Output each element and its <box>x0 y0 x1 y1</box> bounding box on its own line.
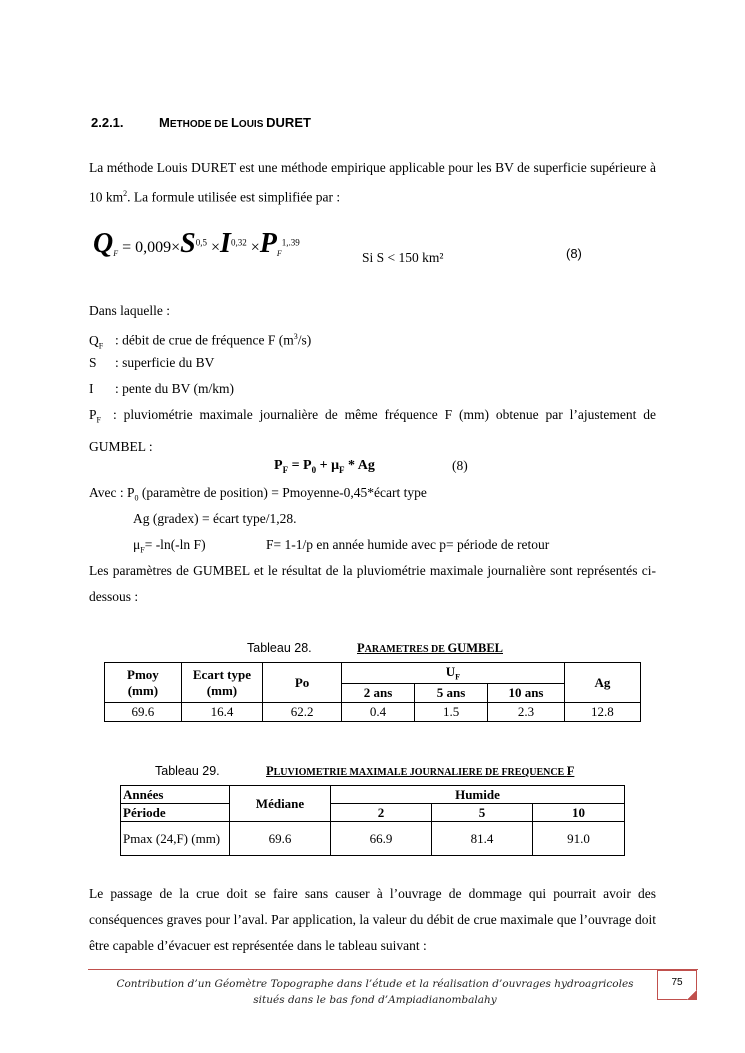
table28 <box>104 662 641 722</box>
table-cell: 81.4 <box>432 822 533 856</box>
th-humide: Humide <box>331 786 625 804</box>
gradex-line: Ag (gradex) = écart type/1,28. <box>133 511 297 526</box>
frequency-line: F= 1-1/p en année humide avec p= période de retour <box>266 537 550 552</box>
table29-caption: Tableau 29. PLUVIOMETRIE MAXIMALE JOURNALIERE DE FREQUENCE F <box>155 764 575 778</box>
mu-line: $\mu_F= -\ln(-\ln$ F) <box>133 537 206 555</box>
table-cell: 91.0 <box>533 822 625 856</box>
section-heading <box>91 115 311 130</box>
th-p10: 10 <box>533 804 625 822</box>
table28-caption: Tableau 28. PARAMETRES DE GUMBEL <box>247 641 503 655</box>
formula-number: (8) <box>566 246 582 261</box>
th-periode: Période <box>121 804 230 822</box>
table-cell: 2.3 <box>488 703 565 722</box>
th-po: Po <box>263 663 342 703</box>
definitions-intro: Dans laquelle : <box>89 303 170 318</box>
gumbel-summary: Les paramètres de GUMBEL et le résultat de la pluviométrie maximale journalière sont représentés ci-dessous : <box>89 563 656 604</box>
th-annees: Années <box>121 786 230 804</box>
table-cell: 66.9 <box>331 822 432 856</box>
gumbel-equation: $P_F = P_0 + \mu_F * Ag$ <box>274 458 375 475</box>
intro-paragraph: La méthode Louis DURET est une méthode empirique applicable pour les BV de superficie supérieure à 10 $km^2$. La formule utilisée est simplifiée par : <box>89 160 656 205</box>
table-cell: 16.4 <box>181 703 262 722</box>
formula-condition: Si S < 150 km² <box>362 250 444 265</box>
th-p5: 5 <box>432 804 533 822</box>
section-number: 2.2.1. <box>91 115 124 130</box>
th-p2: 2 <box>331 804 432 822</box>
footer-divider <box>88 969 698 970</box>
th-10ans: 10 ans <box>488 684 565 703</box>
section-title: METHODE DE LOUIS DURET <box>159 115 311 130</box>
row-label: Pmax (24,F) (mm) <box>121 822 230 856</box>
footer-text: Contribution d’un Géomètre Topographe dans l’étude et la réalisation d’ouvrages hydroagricoles situés dans le bas fond d’Ampiadianombalahy <box>116 978 634 1006</box>
gumbel-equation-number: (8) <box>452 458 468 473</box>
table-cell: 1.5 <box>415 703 488 722</box>
th-5ans: 5 ans <box>415 684 488 703</box>
page-fold-icon <box>687 990 697 1000</box>
avec-line: Avec : $P_0$ (paramètre de position) = Pmoyenne-0,45*écart type <box>89 485 427 503</box>
page-number <box>657 970 697 1000</box>
closing-paragraph: Le passage de la crue doit se faire sans causer à l’ouvrage de dommage qui pourrait avoir des conséquences graves pour l’aval. Par application, la valeur du débit de crue maximale que l’ouvrage doit être capable d’évacuer est représentée dans le tableau suivant : <box>89 886 656 953</box>
th-pmoy: Pmoy (mm) <box>105 663 182 703</box>
table-cell: 0.4 <box>342 703 415 722</box>
definition-i: I : pente du BV (m/km) <box>89 381 234 396</box>
table-cell: 12.8 <box>564 703 640 722</box>
definition-qf: $Q_F$ : débit de crue de fréquence F $(m^3/s)$ <box>89 332 312 351</box>
th-mediane: Médiane <box>230 786 331 822</box>
table-row <box>105 703 641 722</box>
table-row <box>121 822 625 856</box>
table-cell: 69.6 <box>105 703 182 722</box>
table-cell: 62.2 <box>263 703 342 722</box>
th-ecart-type: Ecart type (mm) <box>181 663 262 703</box>
definition-pf: $P_F$ : pluviométrie maximale journalière de même fréquence F (mm) obtenue par l’ajustement de GUMBEL : <box>89 407 656 454</box>
duret-formula: $Q_F = 0,009\times S^{0,5} \times I^{0,32} \times P_F^{1,.39}$ <box>93 228 300 259</box>
th-2ans: 2 ans <box>342 684 415 703</box>
th-ag: Ag <box>564 663 640 703</box>
table29 <box>120 785 625 856</box>
table-cell: 69.6 <box>230 822 331 856</box>
definition-s: S : superficie du BV <box>89 355 215 370</box>
page-number-label: 75 <box>671 977 683 988</box>
th-uf: $U_F$ <box>342 663 565 684</box>
